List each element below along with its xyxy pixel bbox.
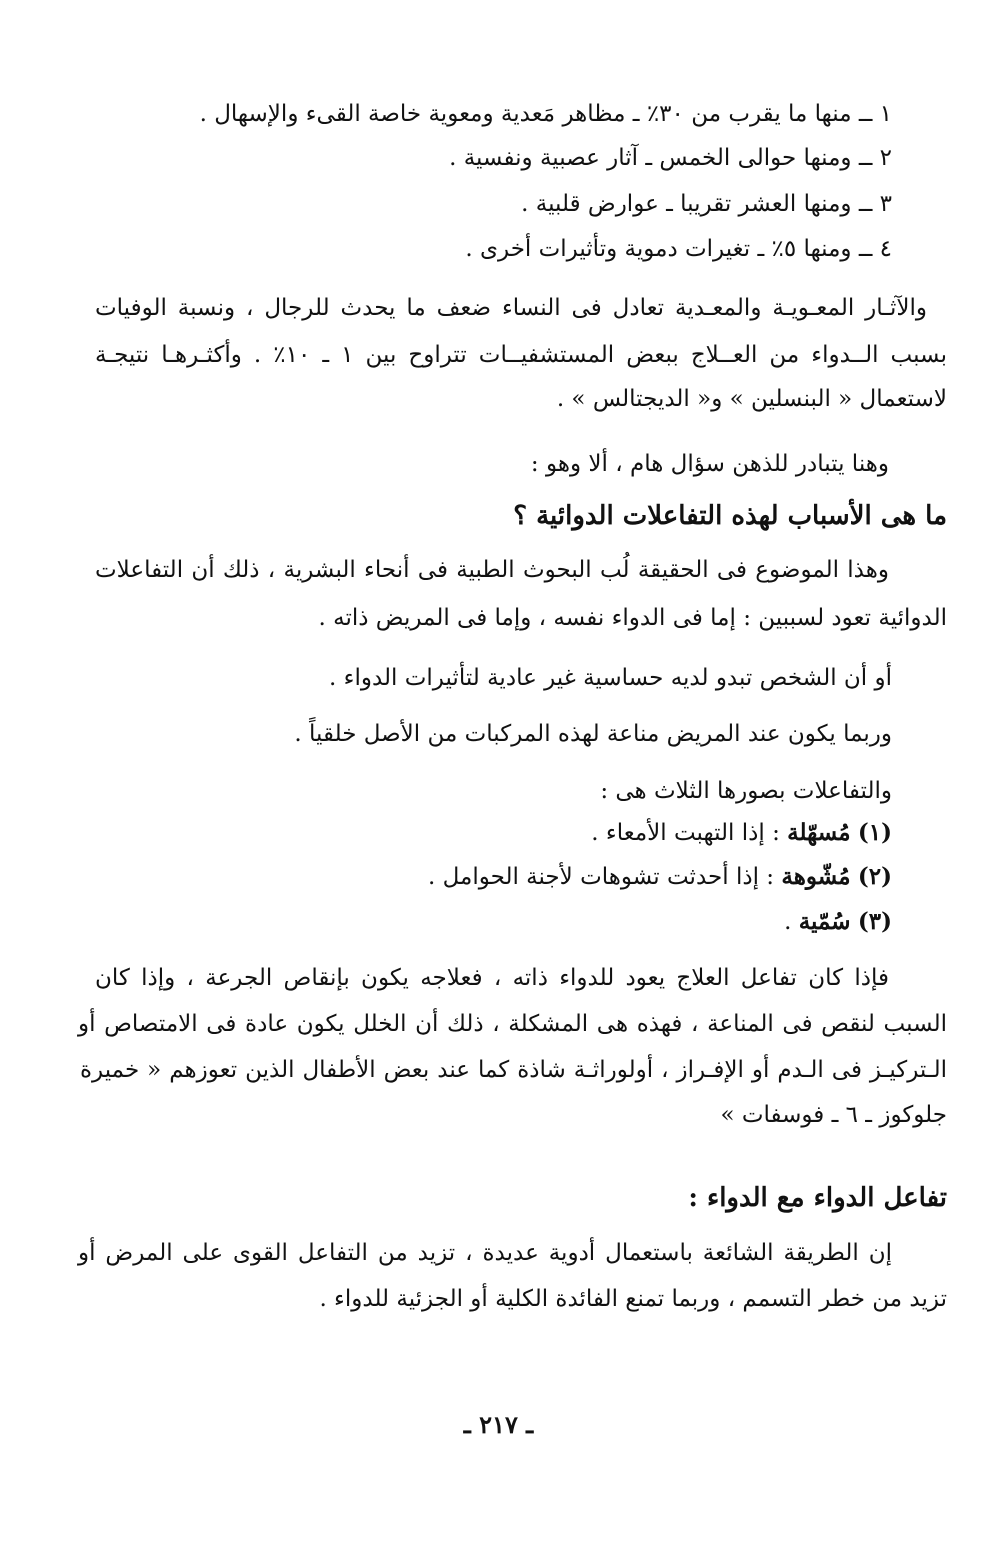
paragraph-1-line-1: والآثـار المعـويـة والمعـدية تعادل فى النساء ضعف ما يحدث للرجال ، ونسبة الوفيات [95, 295, 927, 321]
paragraph-4-line-2: تزيد من خطر التسمم ، وربما تمنع الفائدة الكلية أو الجزئية للدواء . [319, 1286, 947, 1312]
paragraph-3-line-4: جلوكوز ـ ٦ ـ فوسفات » [720, 1102, 947, 1128]
form-3-number: (٣) [857, 908, 892, 935]
question-intro: وهنا يتبادر للذهن سؤال هام ، ألا وهو : [530, 451, 889, 477]
form-item-1 [80, 815, 892, 851]
paragraph-3-line-2: السبب لنقص فى المناعة ، فهذه هى المشكلة ، ذلك أن الخلل يكون عادة فى الامتصاص أو [78, 1011, 947, 1037]
form-2-number: (٢) [857, 863, 892, 890]
paragraph-1-line-2: بسبب الــدواء من العــلاج ببعض المستشفيــات تتراوح بين ١ ـ ١٠٪ . وأكثـرهـا نتيجـة [95, 342, 947, 368]
list-item-4: ٤ ــ ومنها ٥٪ ـ تغيرات دموية وتأثيرات أخرى . [465, 236, 892, 262]
form-item-2 [80, 859, 892, 895]
form-2-description: : إذا أحدثت تشوهات لأجنة الحوامل . [427, 864, 782, 890]
form-1-description: : إذا التهبت الأمعاء . [591, 820, 788, 846]
form-2-term: مُشّوهة [781, 863, 851, 890]
paragraph-4-line-1: إن الطريقة الشائعة باستعمال أدوية عديدة ، تزيد من التفاعل القوى على المرض أو [78, 1240, 892, 1266]
form-3-description: . [784, 909, 799, 935]
forms-intro: والتفاعلات بصورها الثلاث هى : [600, 778, 892, 804]
heading-causes: ما هى الأسباب لهذه التفاعلات الدوائية ؟ [513, 501, 947, 531]
heading-drug-interaction: تفاعل الدواء مع الدواء : [688, 1183, 947, 1213]
sentence-sensitivity: أو أن الشخص تبدو لديه حساسية غير عادية لتأثيرات الدواء . [329, 665, 892, 691]
list-item-3: ٣ ــ ومنها العشر تقريبا ـ عوارض قلبية . [521, 191, 892, 217]
paragraph-1-line-3: لاستعمال « البنسلين » و« الديجتالس » . [556, 386, 947, 412]
form-1-number: (١) [857, 819, 892, 846]
paragraph-3-line-3: الـتركيـز فى الـدم أو الإفـراز ، أولوراثـة شاذة كما عند بعض الأطفال الذين تعوزهم « خميرة [80, 1057, 947, 1083]
page-number: ـ ٢١٧ ـ [463, 1410, 534, 1439]
form-1-term: مُسهّلة [787, 819, 851, 846]
list-item-2: ٢ ــ ومنها حوالى الخمس ـ آثار عصبية ونفسية . [449, 145, 892, 171]
paragraph-3-line-1: فإذا كان تفاعل العلاج يعود للدواء ذاته ، فعلاجه يكون بإنقاص الجرعة ، وإذا كان [95, 965, 889, 991]
form-3-term: سُمّية [798, 908, 851, 935]
sentence-immunity: وربما يكون عند المريض مناعة لهذه المركبات من الأصل خلقياً . [294, 721, 892, 747]
paragraph-2-line-1: وهذا الموضوع فى الحقيقة لُب البحوث الطبية فى أنحاء البشرية ، ذلك أن التفاعلات [95, 557, 889, 583]
paragraph-2-line-2: الدوائية تعود لسببين : إما فى الدواء نفسه ، وإما فى المريض ذاته . [318, 605, 947, 631]
form-item-3 [80, 904, 892, 940]
list-item-1: ١ ــ منها ما يقرب من ٣٠٪ ـ مظاهر مَعدية ومعوية خاصة القىء والإسهال . [199, 101, 892, 127]
